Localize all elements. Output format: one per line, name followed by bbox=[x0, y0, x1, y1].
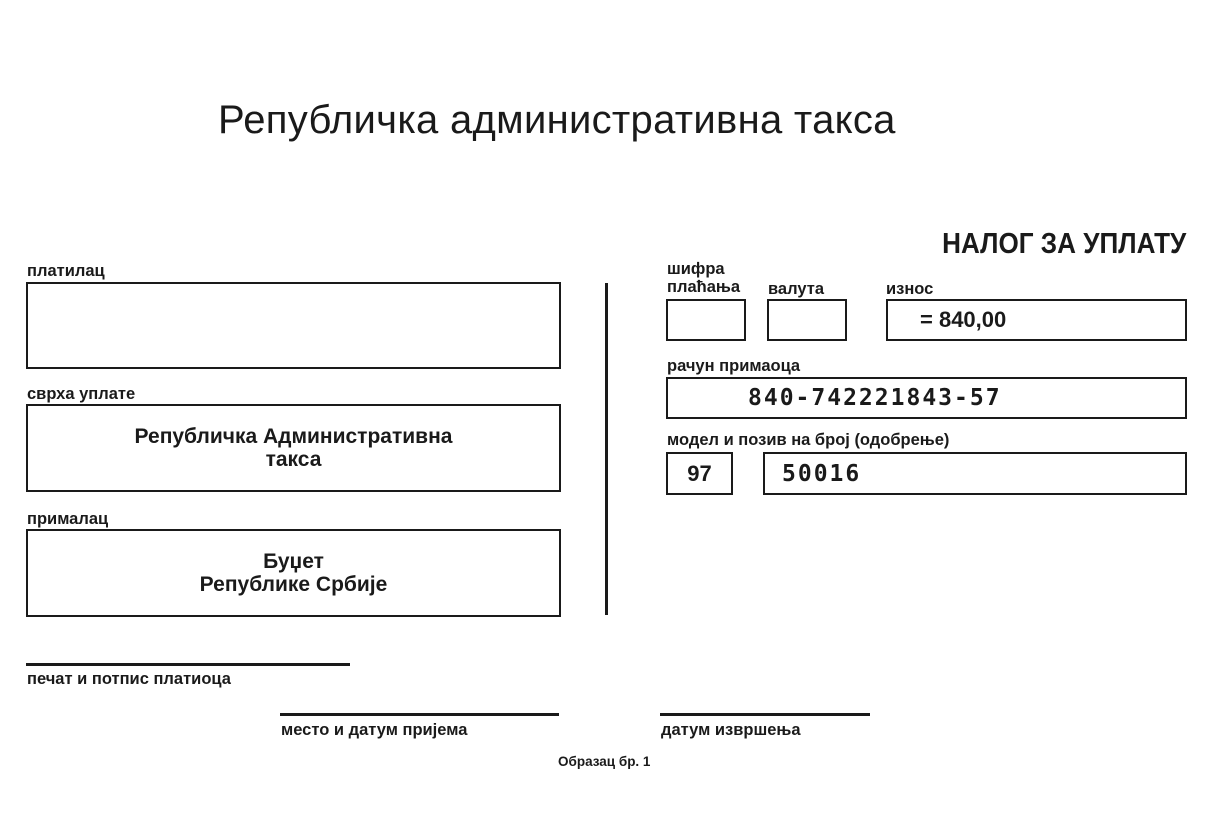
model-field[interactable] bbox=[666, 452, 733, 495]
signature-label: печат и потпис платиоца bbox=[27, 670, 231, 688]
account-value: 840-742221843-57 bbox=[748, 385, 1002, 411]
payer-field[interactable] bbox=[26, 282, 561, 369]
account-field[interactable] bbox=[666, 377, 1187, 419]
purpose-label: сврха уплате bbox=[27, 385, 136, 403]
execution-date-label: датум извршења bbox=[661, 721, 801, 739]
form-title: НАЛОГ ЗА УПЛАТУ bbox=[941, 228, 1186, 260]
recipient-line-1: Буџет bbox=[263, 550, 324, 573]
place-date-line bbox=[280, 713, 559, 716]
place-date-label: место и датум пријема bbox=[281, 721, 468, 739]
amount-value: = 840,00 bbox=[920, 307, 1007, 332]
recipient-field[interactable] bbox=[26, 529, 561, 617]
payer-label: платилац bbox=[27, 262, 105, 280]
payment-code-label-line-2: плаћања bbox=[667, 278, 741, 296]
form-number: Образац бр. 1 bbox=[558, 754, 651, 769]
payment-code-label-line-1: шифра bbox=[667, 260, 725, 278]
currency-label: валута bbox=[768, 280, 825, 298]
document-title: Републичка административна такса bbox=[218, 98, 896, 142]
currency-field[interactable] bbox=[767, 299, 847, 341]
purpose-line-1: Републичка Административна bbox=[134, 425, 453, 448]
reference-number-value: 50016 bbox=[782, 460, 862, 487]
amount-label: износ bbox=[886, 280, 934, 298]
recipient-line-2: Републике Србије bbox=[199, 573, 388, 596]
recipient-label: прималац bbox=[27, 510, 109, 528]
reference-number-field[interactable] bbox=[763, 452, 1187, 495]
purpose-line-2: такса bbox=[265, 448, 322, 471]
payment-code-label bbox=[667, 260, 740, 296]
account-label: рачун примаоца bbox=[667, 357, 801, 375]
column-divider bbox=[605, 283, 608, 615]
execution-date-line bbox=[660, 713, 870, 716]
purpose-field[interactable] bbox=[26, 404, 561, 492]
model-value: 97 bbox=[687, 460, 712, 486]
signature-line bbox=[26, 663, 350, 666]
model-label: модел и позив на број (одобрење) bbox=[667, 431, 950, 449]
amount-field[interactable] bbox=[886, 299, 1187, 341]
payment-code-field[interactable] bbox=[666, 299, 746, 341]
